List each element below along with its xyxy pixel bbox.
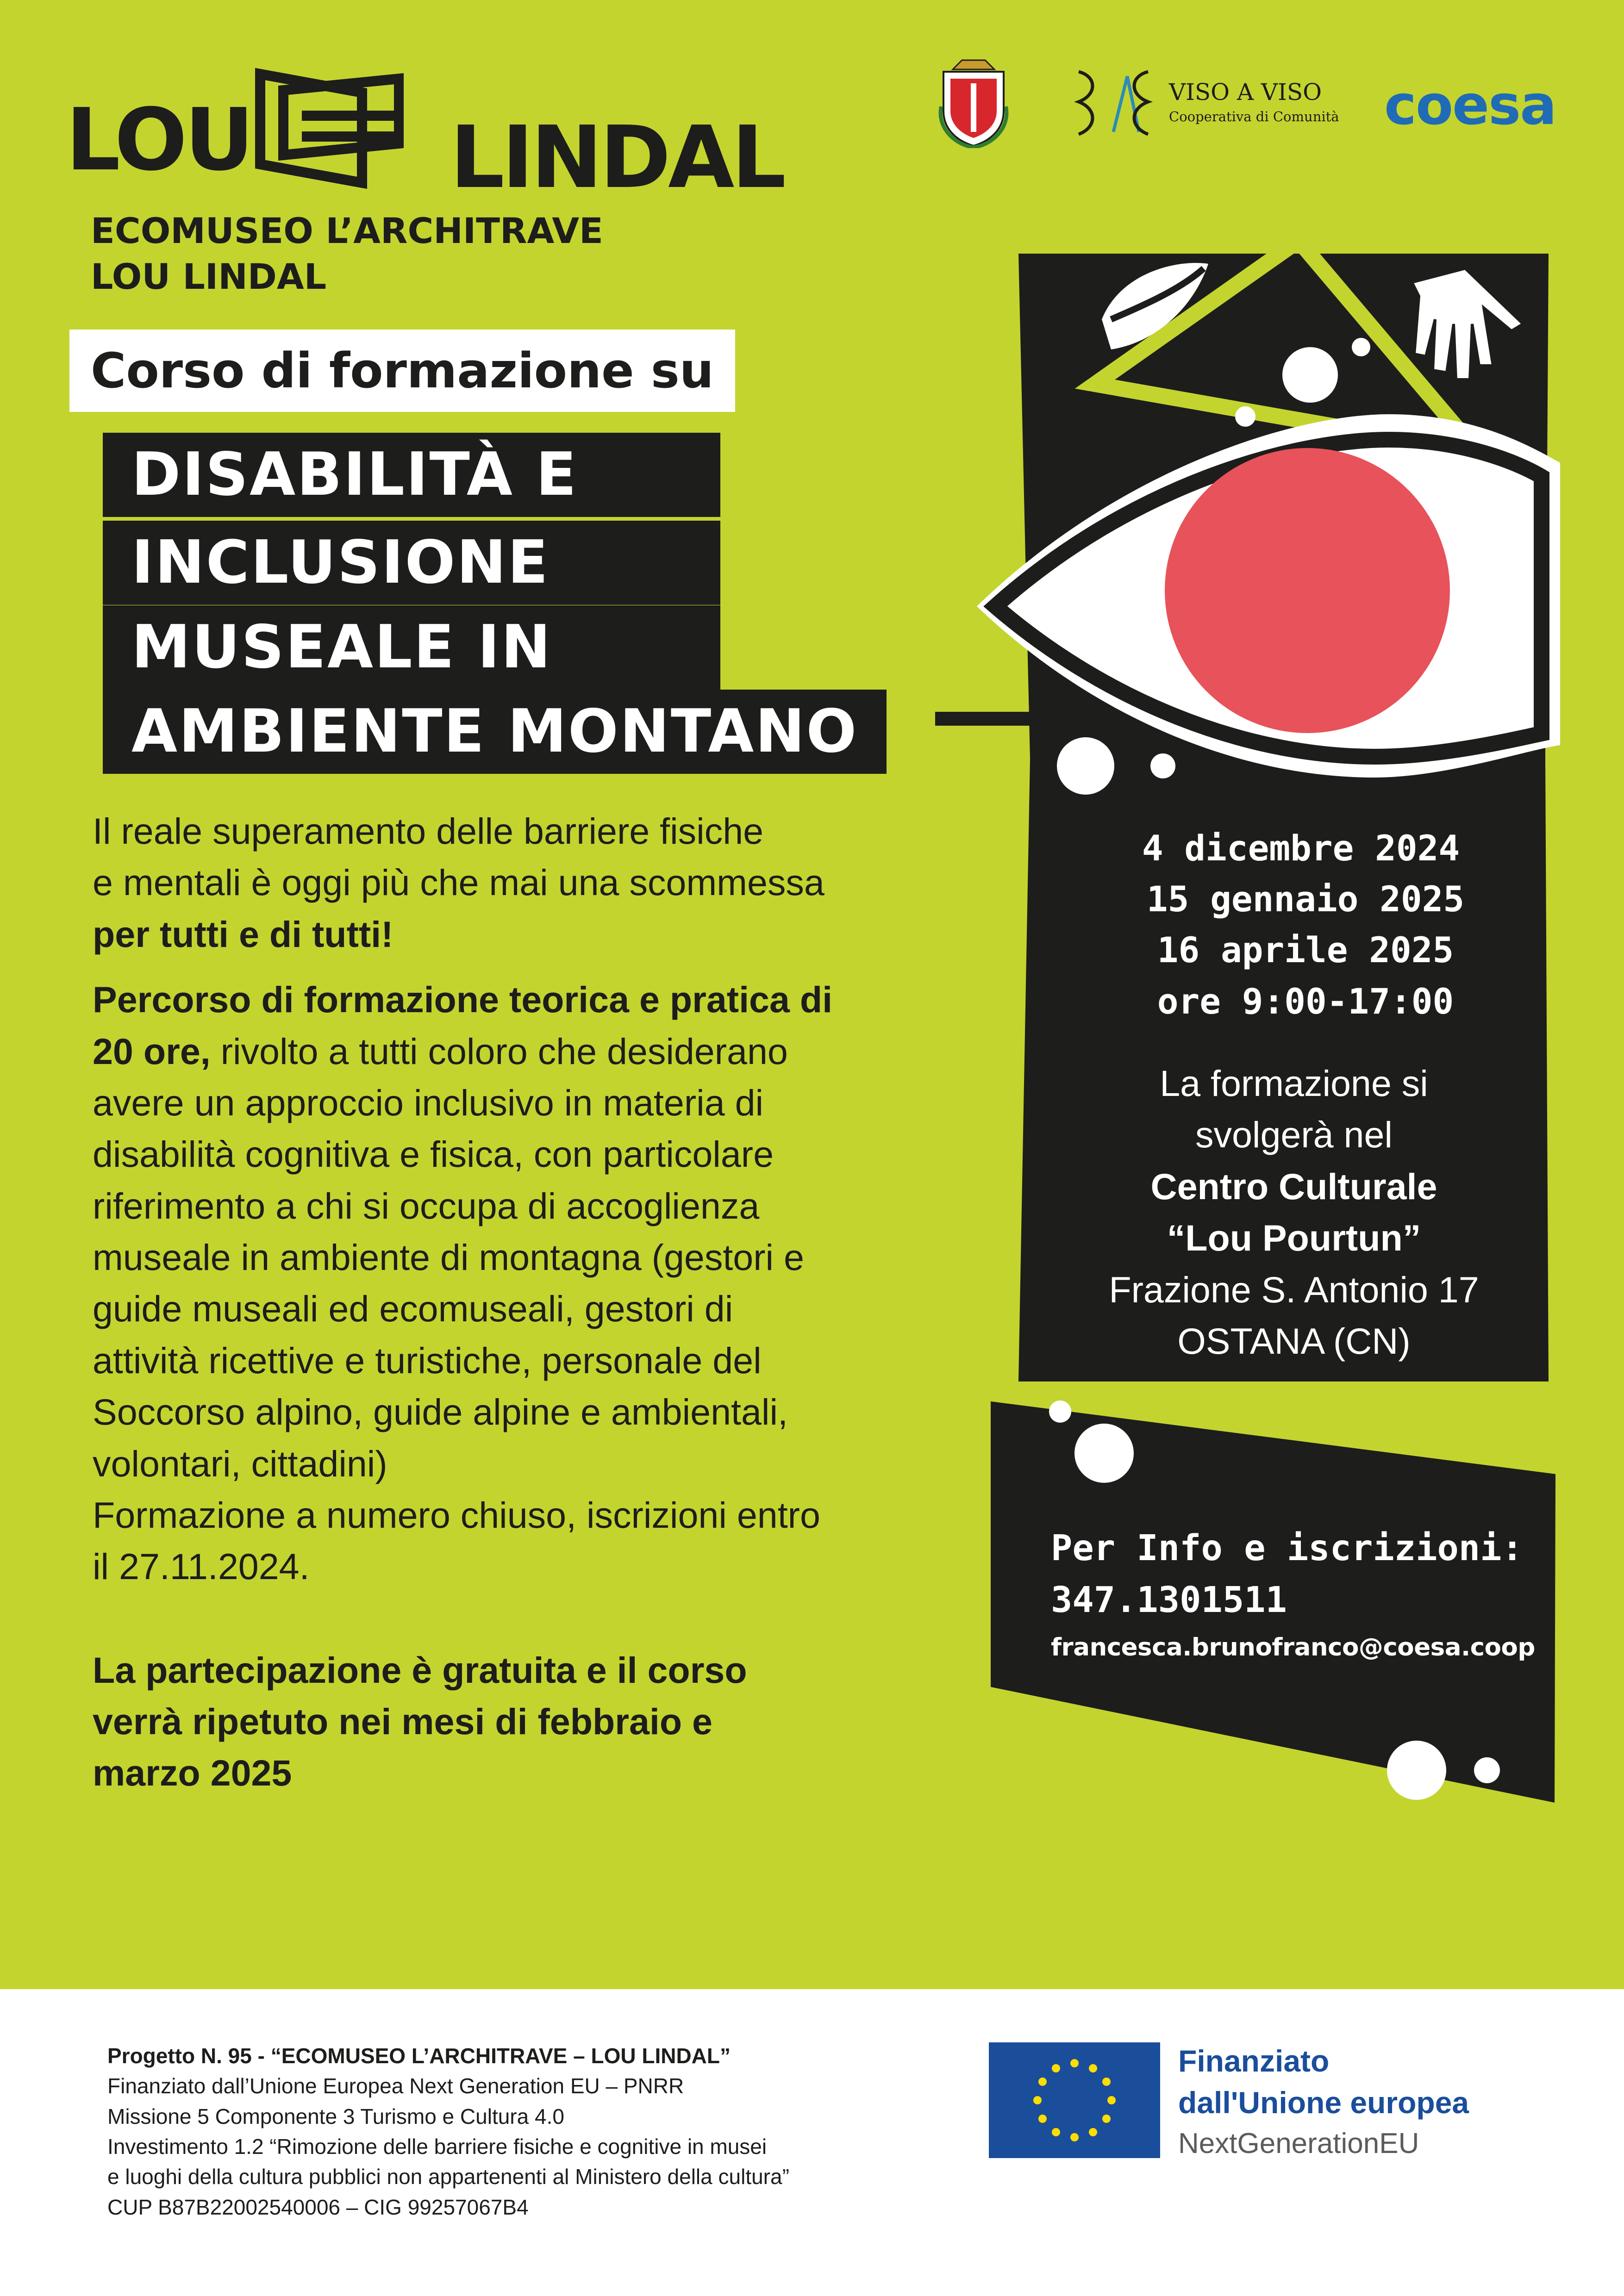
lou-lindal-logo bbox=[66, 65, 788, 207]
partner-logos bbox=[931, 51, 1597, 153]
bubble-3 bbox=[1352, 338, 1370, 356]
footer-line: CUP B87B22002540006 – CIG 99257067B4 bbox=[107, 2195, 529, 2219]
eu-line-1: Finanziato bbox=[1178, 2044, 1330, 2078]
bubble-8 bbox=[1387, 1741, 1446, 1800]
bubble-4 bbox=[1057, 737, 1114, 795]
footer-line: Investimento 1.2 “Rimozione delle barriere fisiche e cognitive in musei bbox=[107, 2134, 767, 2159]
footer-project-info bbox=[107, 2041, 987, 2222]
description bbox=[93, 805, 972, 1799]
logo-word-left: LOU bbox=[66, 90, 251, 190]
bubble-2 bbox=[1235, 406, 1255, 427]
venue-city: OSTANA (CN) bbox=[1177, 1320, 1411, 1362]
date-1: 4 dicembre 2024 bbox=[1142, 828, 1460, 869]
course-title-line-1: DISABILITÀ E bbox=[103, 433, 720, 517]
contact-phone[interactable]: 347.1301511 bbox=[1051, 1579, 1287, 1621]
schedule-dates bbox=[1042, 823, 1569, 1027]
p2-bold-line: Percorso di formazione teorica e pratica di bbox=[93, 979, 833, 1020]
p2-line: Formazione a numero chiuso, iscrizioni entro bbox=[93, 1494, 820, 1536]
venue-address: Frazione S. Antonio 17 bbox=[1109, 1269, 1479, 1310]
p1-line-2: e mentali è oggi più che mai una scommessa bbox=[93, 862, 824, 903]
viso-a-viso-name: VISO A VISO bbox=[1169, 79, 1322, 106]
p1-line-1: Il reale superamento delle barriere fisiche bbox=[93, 810, 764, 852]
logo-word-right: LINDAL bbox=[450, 107, 784, 207]
p2-hours: 20 ore, bbox=[93, 1030, 211, 1072]
course-intro: Corso di formazione su bbox=[69, 330, 735, 412]
p1-bold: per tutti e di tutti! bbox=[93, 913, 394, 955]
hours: ore 9:00-17:00 bbox=[1157, 980, 1454, 1022]
p2-line: avere un approccio inclusivo in materia di bbox=[93, 1082, 764, 1123]
viso-a-viso-mark-icon bbox=[1069, 62, 1157, 141]
p2-line: volontari, cittadini) bbox=[93, 1443, 387, 1484]
p3-line: marzo 2025 bbox=[93, 1752, 292, 1794]
bubble-1 bbox=[1282, 347, 1338, 403]
p2-line: attività ricettive e turistiche, personale del bbox=[93, 1339, 762, 1381]
course-title-line-3: MUSEALE IN bbox=[103, 605, 720, 690]
eu-line-3: NextGenerationEU bbox=[1178, 2127, 1419, 2159]
course-title-line-4: AMBIENTE MONTANO bbox=[103, 690, 887, 774]
footer-line: Missione 5 Componente 3 Turismo e Cultura 4.0 bbox=[107, 2104, 564, 2128]
p2-line: riferimento a chi si occupa di accoglienza bbox=[93, 1185, 760, 1226]
ecomuseum-name bbox=[91, 208, 603, 300]
paragraph-3 bbox=[93, 1644, 972, 1799]
eu-funding-label bbox=[1178, 2040, 1469, 2164]
venue-info bbox=[1042, 1058, 1546, 1367]
date-3: 16 aprile 2025 bbox=[1157, 929, 1454, 971]
contact-info bbox=[1051, 1523, 1542, 1661]
bubble-6 bbox=[1049, 1400, 1071, 1423]
eu-flag-icon bbox=[989, 2042, 1160, 2158]
footer-line: Finanziato dall’Unione Europea Next Generation EU – PNRR bbox=[107, 2074, 684, 2098]
venue-line-2: svolgerà nel bbox=[1195, 1114, 1393, 1156]
venue-line-1: La formazione si bbox=[1160, 1063, 1428, 1104]
p2-line: Soccorso alpino, guide alpine e ambientali, bbox=[93, 1391, 788, 1433]
p3-line: La partecipazione è gratuita e il corso bbox=[93, 1649, 747, 1691]
p2-line: il 27.11.2024. bbox=[93, 1546, 310, 1587]
p2-line-2 bbox=[93, 1026, 972, 1077]
municipal-crest-icon bbox=[934, 51, 1013, 148]
paragraph-2 bbox=[93, 974, 972, 1593]
venue-name-2: “Lou Pourtun” bbox=[1167, 1217, 1421, 1259]
eu-line-2: dall'Unione europea bbox=[1178, 2085, 1469, 2120]
bubble-9 bbox=[1474, 1757, 1500, 1783]
p2-line: disabilità cognitiva e fisica, con particolare bbox=[93, 1133, 774, 1175]
footer bbox=[0, 1989, 1624, 2296]
p2-line: museale in ambiente di montagna (gestori e bbox=[93, 1237, 804, 1278]
bubble-5 bbox=[1150, 753, 1175, 778]
door-icon bbox=[251, 65, 404, 190]
venue-name-1: Centro Culturale bbox=[1150, 1165, 1437, 1207]
contact-email[interactable]: francesca.brunofranco@coesa.coop bbox=[1051, 1633, 1535, 1662]
course-title-line-2: INCLUSIONE bbox=[103, 521, 720, 605]
ecomuseum-line-1: ECOMUSEO L’ARCHITRAVE bbox=[91, 210, 603, 251]
date-2: 15 gennaio 2025 bbox=[1146, 878, 1465, 920]
footer-line: e luoghi della cultura pubblici non appartenenti al Ministero della cultura” bbox=[107, 2165, 789, 2189]
contact-label: Per Info e iscrizioni: bbox=[1051, 1528, 1523, 1569]
ecomuseum-line-2: LOU LINDAL bbox=[91, 255, 327, 297]
p2-line: guide museali ed ecomuseali, gestori di bbox=[93, 1288, 733, 1330]
paragraph-1 bbox=[93, 805, 972, 960]
coesa-logo: coesa bbox=[1384, 73, 1556, 137]
footer-project-title: Progetto N. 95 - “ECOMUSEO L’ARCHITRAVE – LOU LINDAL” bbox=[107, 2044, 731, 2068]
p2-line-2-rest: rivolto a tutti coloro che desiderano bbox=[210, 1030, 788, 1072]
viso-a-viso-sub: Cooperativa di Comunità bbox=[1169, 109, 1339, 124]
bubble-7 bbox=[1074, 1424, 1134, 1483]
p3-line: verrà ripetuto nei mesi di febbraio e bbox=[93, 1701, 712, 1742]
connector-bar bbox=[935, 712, 1056, 726]
eye-iris bbox=[1165, 448, 1450, 733]
